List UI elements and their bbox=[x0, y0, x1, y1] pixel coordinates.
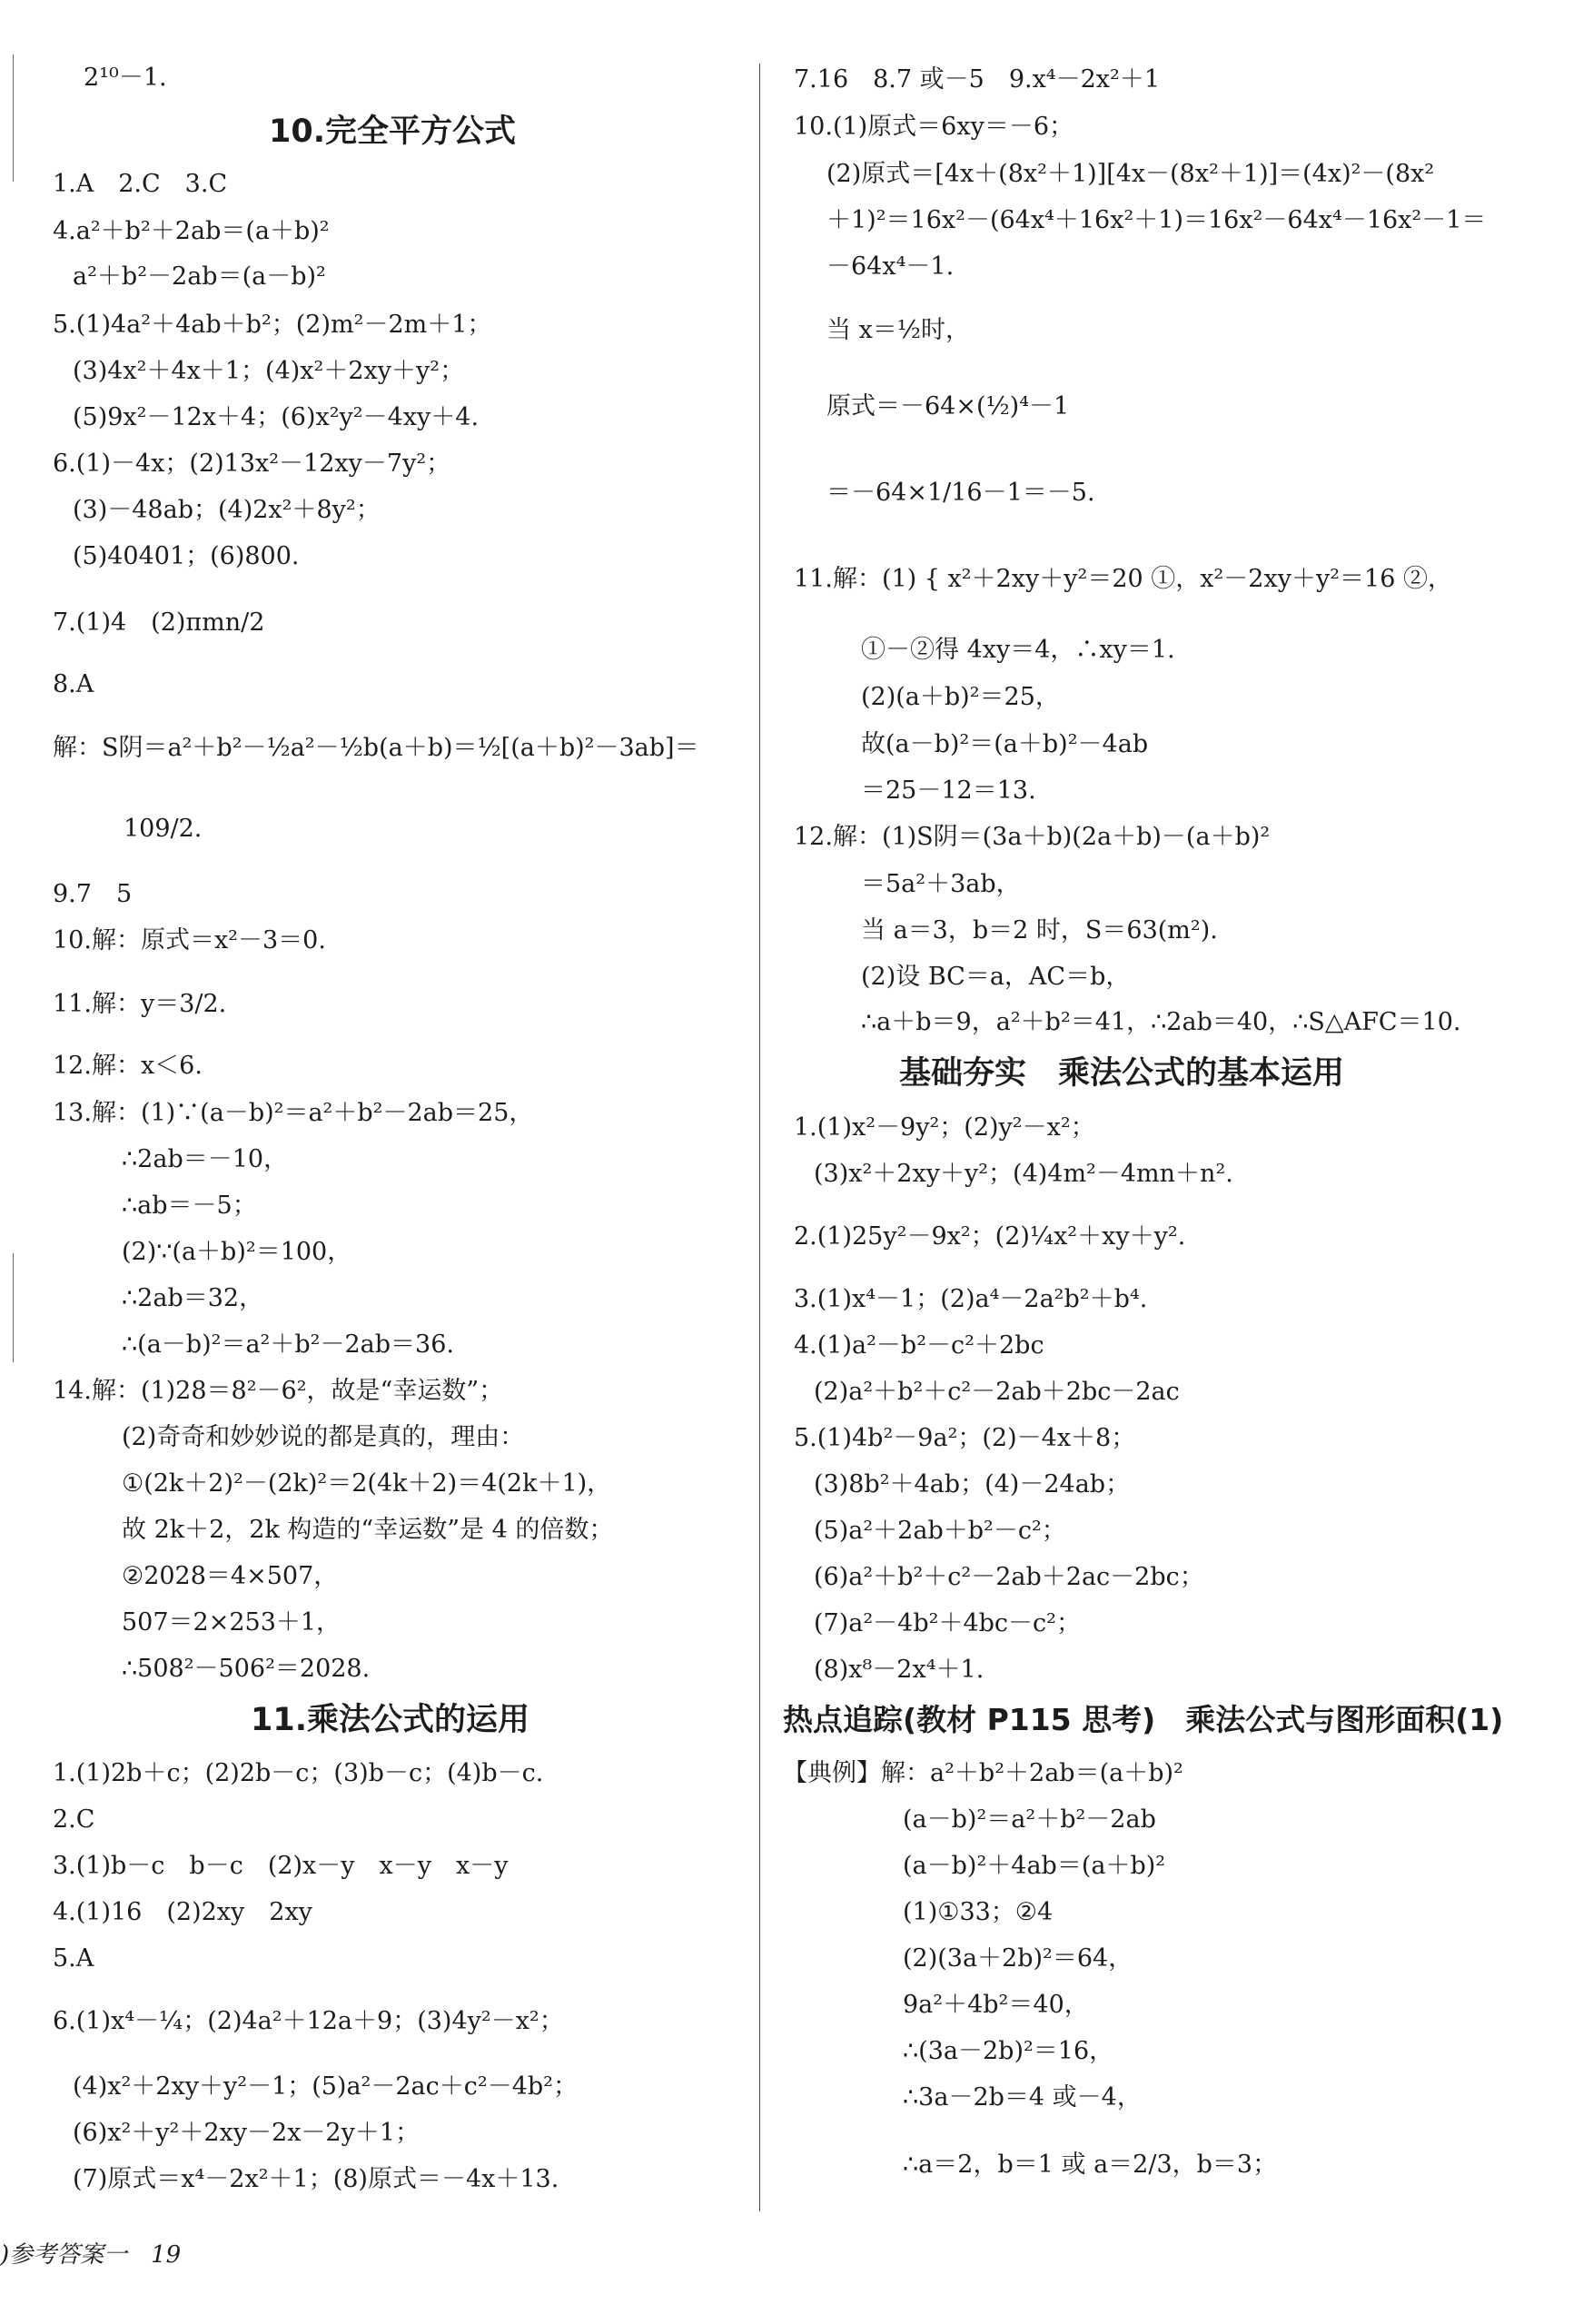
answer-line: (5)40401；(6)800. bbox=[73, 542, 300, 570]
answer-line: (a－b)²＝a²＋b²－2ab bbox=[903, 1805, 1156, 1834]
answer-line: 14.解：(1)28＝8²－6²，故是“幸运数”； bbox=[53, 1377, 504, 1405]
answer-line: ∴3a－2b＝4 或－4， bbox=[903, 2083, 1142, 2111]
answer-line: 1.(1)2b＋c；(2)2b－c；(3)b－c；(4)b－c. bbox=[53, 1759, 544, 1787]
answer-line: (2)原式＝[4x＋(8x²＋1)][4x－(8x²＋1)]＝(4x)²－(8x² bbox=[826, 160, 1435, 188]
answer-line: ＝5a²＋3ab， bbox=[861, 870, 1021, 898]
answer-line: 3.(1)x⁴－1；(2)a⁴－2a²b²＋b⁴. bbox=[794, 1285, 1148, 1313]
answer-line: 8.A bbox=[53, 670, 94, 698]
answer-line: 2¹⁰－1. bbox=[84, 64, 167, 92]
answer-line: 12.解：x＜6. bbox=[53, 1052, 203, 1080]
answer-line: 2.(1)25y²－9x²；(2)¼x²＋xy＋y². bbox=[794, 1222, 1186, 1251]
answer-line: 解：S阴＝a²＋b²－½a²－½b(a＋b)＝½[(a＋b)²－3ab]＝ bbox=[53, 734, 699, 762]
answer-line: 1.(1)x²－9y²；(2)y²－x²； bbox=[794, 1113, 1095, 1142]
answer-line: 7.16 8.7 或－5 9.x⁴－2x²＋1 bbox=[794, 65, 1161, 94]
answer-line: (6)a²＋b²＋c²－2ab＋2ac－2bc； bbox=[814, 1563, 1204, 1591]
answer-line: 2.C bbox=[53, 1805, 95, 1834]
answer-line: 5.(1)4b²－9a²；(2)－4x＋8； bbox=[794, 1424, 1136, 1452]
answer-line: (3)8b²＋4ab；(4)－24ab； bbox=[814, 1470, 1131, 1498]
answer-line: ∴(3a－2b)²＝16， bbox=[903, 2037, 1114, 2065]
section-heading-jichu: 基础夯实 乘法公式的基本运用 bbox=[899, 1055, 1345, 1092]
answer-line: 11.解：y＝3/2. bbox=[53, 990, 227, 1018]
answer-line: 原式＝－64×(½)⁴－1 bbox=[826, 392, 1070, 420]
page-footer: )参考答案一 19 bbox=[0, 2241, 182, 2269]
answer-line: ＝25－12＝13. bbox=[861, 776, 1036, 805]
answer-line: (2)∵(a＋b)²＝100， bbox=[122, 1238, 352, 1266]
answer-line: 507＝2×253＋1， bbox=[122, 1608, 341, 1637]
answer-line: ∴2ab＝－10， bbox=[122, 1145, 289, 1173]
answer-line: (3)x²＋2xy＋y²；(4)4m²－4mn＋n². bbox=[814, 1160, 1233, 1188]
answer-line: 故(a－b)²＝(a＋b)²－4ab bbox=[861, 730, 1149, 758]
answer-line: ＝－64×1/16－1＝－5. bbox=[826, 479, 1095, 507]
answer-line: 4.a²＋b²＋2ab＝(a＋b)² bbox=[53, 217, 330, 245]
answer-line: (2)奇奇和妙妙说的都是真的，理由： bbox=[122, 1423, 525, 1451]
left-margin-rule bbox=[13, 54, 14, 182]
answer-line: ∴508²－506²＝2028. bbox=[122, 1655, 371, 1683]
answer-line: 当 x＝½时， bbox=[826, 316, 970, 344]
answer-line: 5.A bbox=[53, 1944, 94, 1973]
answer-line: ＋1)²＝16x²－(64x⁴＋16x²＋1)＝16x²－64x⁴－16x²－1＝ bbox=[826, 206, 1487, 234]
answer-line: 13.解：(1)∵(a－b)²＝a²＋b²－2ab＝25， bbox=[53, 1099, 534, 1127]
answer-line: 10.(1)原式＝6xy＝－6； bbox=[794, 113, 1074, 141]
answer-line: －64x⁴－1. bbox=[826, 252, 955, 281]
section-heading-11: 11.乘法公式的运用 bbox=[251, 1702, 530, 1738]
answer-line: (7)a²－4b²＋4bc－c²； bbox=[814, 1609, 1081, 1637]
answer-line: 109/2. bbox=[124, 815, 203, 843]
answer-line: 9a²＋4b²＝40， bbox=[903, 1991, 1089, 2019]
answer-line: 5.(1)4a²＋4ab＋b²；(2)m²－2m＋1； bbox=[53, 311, 492, 339]
answer-line: 9.7 5 bbox=[53, 880, 133, 908]
answer-line: (8)x⁸－2x⁴＋1. bbox=[814, 1656, 984, 1684]
answer-line: ②2028＝4×507， bbox=[122, 1562, 339, 1590]
answer-line: ①(2k＋2)²－(2k)²＝2(4k＋2)＝4(2k＋1)， bbox=[122, 1469, 612, 1498]
answer-line: (2)(3a＋2b)²＝64， bbox=[903, 1944, 1133, 1973]
answer-line: 1.A 2.C 3.C bbox=[53, 170, 228, 198]
answer-line: (2)设 BC＝a，AC＝b， bbox=[861, 963, 1131, 991]
answer-line: (2)(a＋b)²＝25， bbox=[861, 683, 1060, 711]
answer-line: 4.(1)16 (2)2xy 2xy bbox=[53, 1898, 312, 1926]
answer-line: ①－②得 4xy＝4，∴xy＝1. bbox=[861, 636, 1175, 664]
answer-line: 6.(1)x⁴－¼；(2)4a²＋12a＋9；(3)4y²－x²； bbox=[53, 2007, 564, 2035]
answer-line: (5)9x²－12x＋4；(6)x²y²－4xy＋4. bbox=[73, 403, 480, 431]
answer-line: (a－b)²＋4ab＝(a＋b)² bbox=[903, 1852, 1166, 1880]
left-margin-rule bbox=[13, 1253, 14, 1362]
answer-line: (1)①33；②4 bbox=[903, 1898, 1054, 1926]
answer-line: 12.解：(1)S阴＝(3a＋b)(2a＋b)－(a＋b)² bbox=[794, 823, 1271, 851]
answer-line: ∴2ab＝32， bbox=[122, 1284, 264, 1312]
answer-line: (4)x²＋2xy＋y²－1；(5)a²－2ac＋c²－4b²； bbox=[73, 2072, 579, 2101]
answer-line: (3)4x²＋4x＋1；(4)x²＋2xy＋y²； bbox=[73, 357, 465, 385]
answer-line: ∴(a－b)²＝a²＋b²－2ab＝36. bbox=[122, 1330, 454, 1359]
answer-line: 【典例】解：a²＋b²＋2ab＝(a＋b)² bbox=[783, 1759, 1183, 1787]
answer-line: (7)原式＝x⁴－2x²＋1；(8)原式＝－4x＋13. bbox=[73, 2165, 559, 2193]
answer-line: a²＋b²－2ab＝(a－b)² bbox=[73, 262, 326, 291]
section-heading-redian: 热点追踪(教材 P115 思考) 乘法公式与图形面积(1) bbox=[783, 1702, 1504, 1737]
answer-line: (6)x²＋y²＋2xy－2x－2y＋1； bbox=[73, 2119, 421, 2147]
answer-line: ∴a＝2，b＝1 或 a＝2/3，b＝3； bbox=[903, 2151, 1278, 2179]
answer-line: 11.解：(1) { x²＋2xy＋y²＝20 ①，x²－2xy＋y²＝16 ②， bbox=[794, 565, 1452, 593]
section-heading-10: 10.完全平方公式 bbox=[269, 114, 517, 150]
answer-line: (5)a²＋2ab＋b²－c²； bbox=[814, 1517, 1066, 1545]
answer-line: ∴a＋b＝9，a²＋b²＝41，∴2ab＝40，∴S△AFC＝10. bbox=[861, 1008, 1461, 1036]
answer-line: (2)a²＋b²＋c²－2ab＋2bc－2ac bbox=[814, 1378, 1180, 1406]
answer-line: 6.(1)－4x；(2)13x²－12xy－7y²； bbox=[53, 450, 451, 478]
answer-line: 4.(1)a²－b²－c²＋2bc bbox=[794, 1331, 1044, 1360]
column-divider bbox=[759, 64, 760, 2211]
answer-line: 3.(1)b－c b－c (2)x－y x－y x－y bbox=[53, 1852, 509, 1880]
answer-line: ∴ab＝－5； bbox=[122, 1192, 257, 1220]
answer-line: 10.解：原式＝x²－3＝0. bbox=[53, 926, 326, 954]
answer-line: 7.(1)4 (2)πmn/2 bbox=[53, 608, 265, 637]
answer-line: 故 2k＋2，2k 构造的“幸运数”是 4 的倍数； bbox=[122, 1516, 614, 1544]
answer-line: 当 a＝3，b＝2 时，S＝63(m²). bbox=[861, 916, 1218, 944]
answer-line: (3)－48ab；(4)2x²＋8y²； bbox=[73, 496, 381, 524]
